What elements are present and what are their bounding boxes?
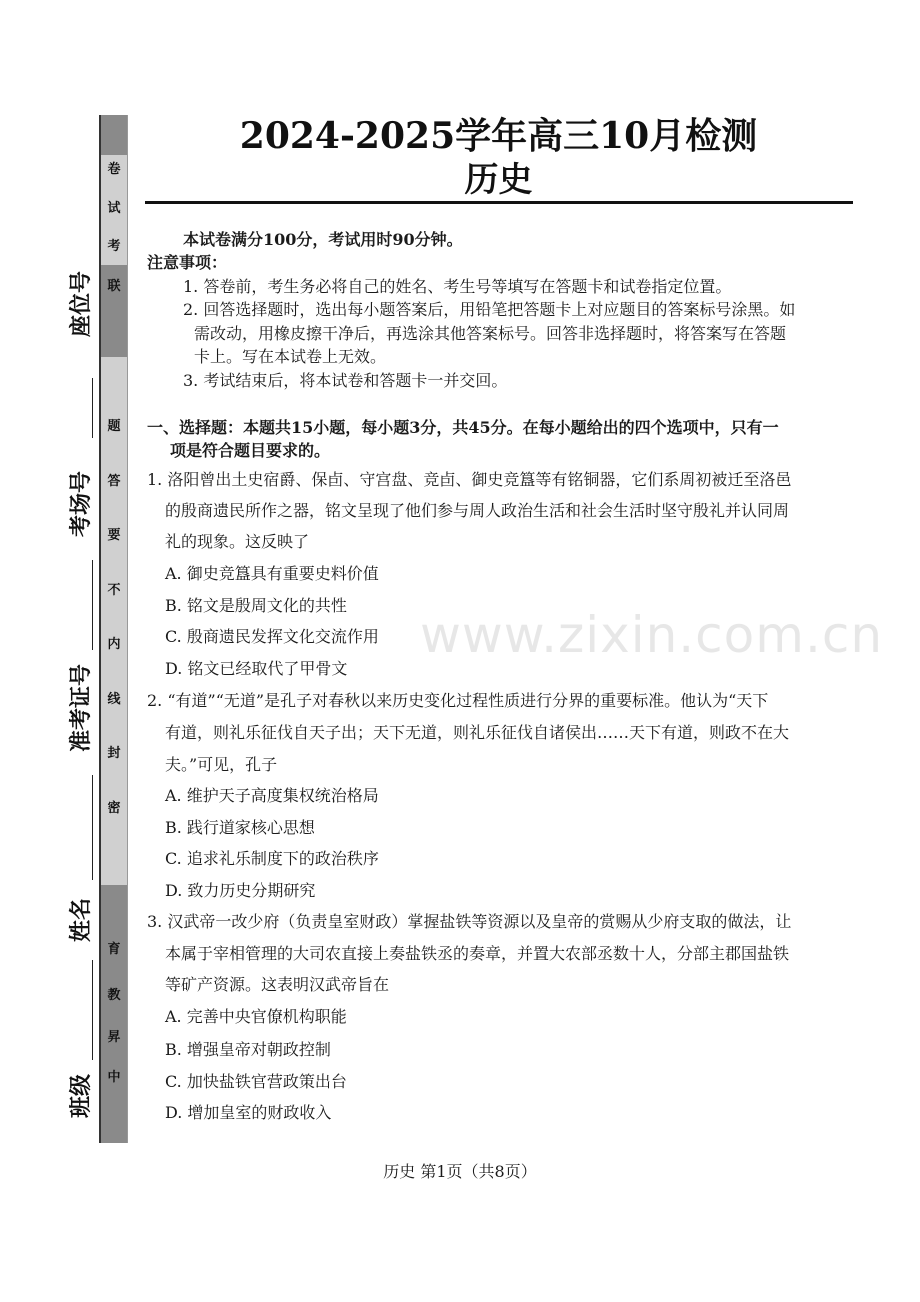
exam-room-label: 考场号 [69,471,94,538]
notice-title: 注意事项： [147,253,228,272]
page-footer: 历史 第1页（共8页） [383,1162,537,1181]
strip-char: 内 [107,637,121,652]
admission-number-line [92,775,93,880]
question-1-option-a: A. 御史竞簋具有重要史料价值 [165,564,379,583]
question-2-line: 有道，则礼乐征伐自天子出；天下无道，则礼乐征伐自诸侯出……天下有道，则政不在大 [165,723,790,742]
class-label: 班级 [69,1074,94,1119]
exam-room-line [92,560,93,650]
section-heading-cont: 项是符合题目要求的。 [170,441,331,460]
question-1-line: 的殷商遗民所作之器，铭文呈现了他们参与周人政治生活和社会生活时坚守殷礼并认同周 [165,501,790,520]
strip-char: 联 [107,279,121,294]
question-3-option-d: D. 增加皇室的财政收入 [165,1103,332,1122]
watermark: www.zixin.com.cn [420,606,884,664]
question-3-line: 等矿产资源。这表明汉武帝旨在 [165,975,390,994]
strip-char: 试 [107,201,121,216]
strip-dark-bottom [101,885,127,1143]
notice-item: 2. 回答选择题时，选出每小题答案后，用铅笔把答题卡上对应题目的答案标号涂黑。如 [183,300,796,319]
binding-strip [99,115,128,1143]
strip-char: 中 [107,1070,121,1085]
section-heading: 一、选择题：本题共15小题，每小题3分，共45分。在每小题给出的四个选项中，只有一 [147,418,779,437]
seat-number-label: 座位号 [69,271,94,338]
question-3-option-b: B. 增强皇帝对朝政控制 [165,1040,331,1059]
question-3-line: 本属于宰相管理的大司农直接上奏盐铁丞的奏章，并置大农部丞数十人，分部主郡国盐铁 [165,944,790,963]
question-3-line: 3. 汉武帝一改少府（负责皇室财政）掌握盐铁等资源以及皇帝的赏赐从少府支取的做法，让 [147,912,792,931]
strip-char: 答 [107,474,121,489]
admission-number-label: 准考证号 [69,664,94,753]
strip-char: 教 [107,988,121,1003]
question-1-option-b: B. 铭文是殷周文化的共性 [165,596,347,615]
notice-item: 1. 答卷前，考生务必将自己的姓名、考生号等填写在答题卡和试卷指定位置。 [183,277,732,296]
strip-char: 题 [107,419,121,434]
notice-item: 3. 考试结束后，将本试卷和答题卡一并交回。 [183,371,508,390]
score-line: 本试卷满分100分，考试用时90分钟。 [183,230,463,249]
question-1-line: 礼的现象。这反映了 [165,532,310,551]
question-2-option-a: A. 维护天子高度集权统治格局 [165,786,379,805]
name-label: 姓名 [69,898,94,943]
strip-char: 封 [107,746,121,761]
question-2-line: 夫。”可见，孔子 [165,755,278,774]
strip-char: 线 [107,692,121,707]
question-1-option-c: C. 殷商遗民发挥文化交流作用 [165,627,379,646]
question-2-option-b: B. 践行道家核心思想 [165,818,315,837]
strip-char: 昇 [107,1030,121,1045]
strip-char: 卷 [107,162,121,177]
header-rule [145,201,853,204]
strip-char: 育 [107,942,121,957]
question-2-line: 2. “有道”“无道”是孔子对春秋以来历史变化过程性质进行分界的重要标准。他认为“天下 [147,691,769,710]
strip-dark-top [101,115,127,155]
question-3-option-c: C. 加快盐铁官营政策出台 [165,1072,347,1091]
question-3-option-a: A. 完善中央官僚机构职能 [165,1007,347,1026]
notice-item: 卡上。写在本试卷上无效。 [194,347,387,366]
subject-title: 历史 [464,160,533,200]
question-1-option-d: D. 铭文已经取代了甲骨文 [165,659,348,678]
name-line [92,960,93,1060]
question-1-line: 1. 洛阳曾出土史宿爵、保卣、守宫盘、竞卣、御史竞簋等有铭铜器，它们系周初被迁至洛邑 [147,470,792,489]
question-2-option-d: D. 致力历史分期研究 [165,881,316,900]
strip-char: 密 [107,801,121,816]
exam-title: 2024-2025学年高三10月检测 [239,115,758,157]
strip-char: 不 [107,583,121,598]
question-2-option-c: C. 追求礼乐制度下的政治秩序 [165,849,379,868]
strip-char: 要 [107,528,121,543]
notice-item: 需改动，用橡皮擦干净后，再选涂其他答案标号。回答非选择题时，将答案写在答题 [194,324,787,343]
seat-number-line [92,378,93,438]
strip-char: 考 [107,239,121,254]
